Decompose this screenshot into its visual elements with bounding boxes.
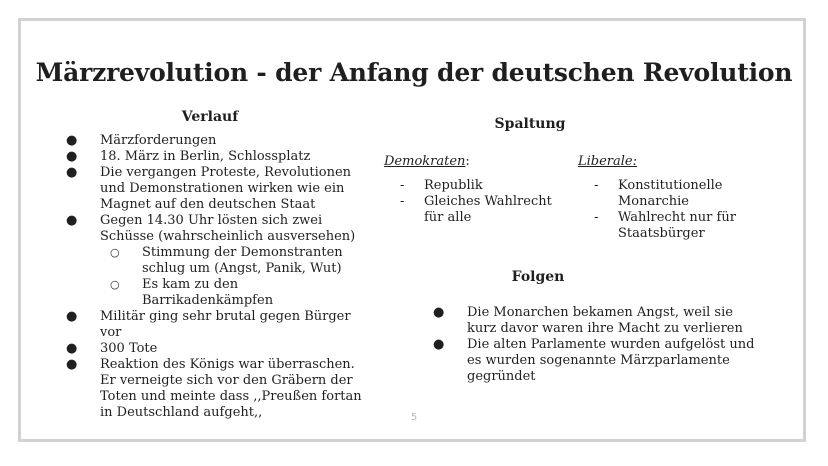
verlauf-list [60, 133, 370, 421]
list-item: ● Gegen 14.30 Uhr lösten sich zwei Schüsse (wahrscheinlich ausversehen) [66, 213, 356, 244]
list-item: ● 300 Tote [66, 341, 158, 356]
bullet-marker: ● [66, 165, 78, 180]
liberale-label: Liberale: [578, 154, 638, 169]
list-item: ● Reaktion des Königs war überraschen. Er verneigte sich vor den Gräbern der Toten und meinte dass ,,Preußen fortan in Deutschland aufgeht,, [66, 357, 362, 420]
list-item: - Konstitutionelle Monarchie [594, 178, 723, 209]
demokraten-label: Demokraten: [384, 154, 470, 169]
sub-list-item: ○ Es kam zu den Barrikadenkämpfen [110, 277, 274, 308]
list-item: ● Die Monarchen bekamen Angst, weil sie kurz davor waren ihre Macht zu verlieren [433, 305, 743, 336]
list-item: ● Die alten Parlamente wurden aufgelöst und es wurden sogenannte Märzparlamente gegründet [433, 337, 755, 384]
folgen-list [427, 305, 757, 385]
dash-marker: - [594, 210, 599, 225]
list-item: - Gleiches Wahlrecht für alle [400, 194, 552, 225]
bullet-marker: ● [433, 305, 445, 320]
demokraten-list [384, 178, 574, 226]
sub-bullet-marker: ○ [110, 278, 120, 291]
sub-bullet-marker: ○ [110, 246, 120, 259]
list-item: ● Die vergangen Proteste, Revolutionen und Demonstrationen wirken wie ein Magnet auf den deutschen Staat [66, 165, 352, 212]
list-item: ● 18. März in Berlin, Schlossplatz [66, 149, 311, 164]
list-item: ● Märzforderungen [66, 133, 217, 148]
bullet-marker: ● [433, 337, 445, 352]
dash-marker: - [400, 194, 405, 209]
bullet-marker: ● [66, 309, 78, 324]
list-item: ● Militär ging sehr brutal gegen Bürger vor [66, 309, 351, 340]
slide-title: Märzrevolution - der Anfang der deutschen Revolution [35, 58, 793, 87]
folgen-heading: Folgen [511, 269, 565, 285]
verlauf-heading: Verlauf [181, 109, 239, 125]
bullet-marker: ● [66, 357, 78, 372]
list-item: - Republik [400, 178, 483, 193]
bullet-marker: ● [66, 133, 78, 148]
list-item: - Wahlrecht nur für Staatsbürger [594, 210, 736, 241]
bullet-marker: ● [66, 341, 78, 356]
liberale-list [578, 178, 793, 242]
spaltung-heading: Spaltung [494, 116, 566, 132]
dash-marker: - [594, 178, 599, 193]
dash-marker: - [400, 178, 405, 193]
page-number: 5 [410, 412, 418, 423]
bullet-marker: ● [66, 149, 78, 164]
sub-list-item: ○ Stimmung der Demonstranten schlug um (Angst, Panik, Wut) [110, 245, 343, 276]
bullet-marker: ● [66, 213, 78, 228]
